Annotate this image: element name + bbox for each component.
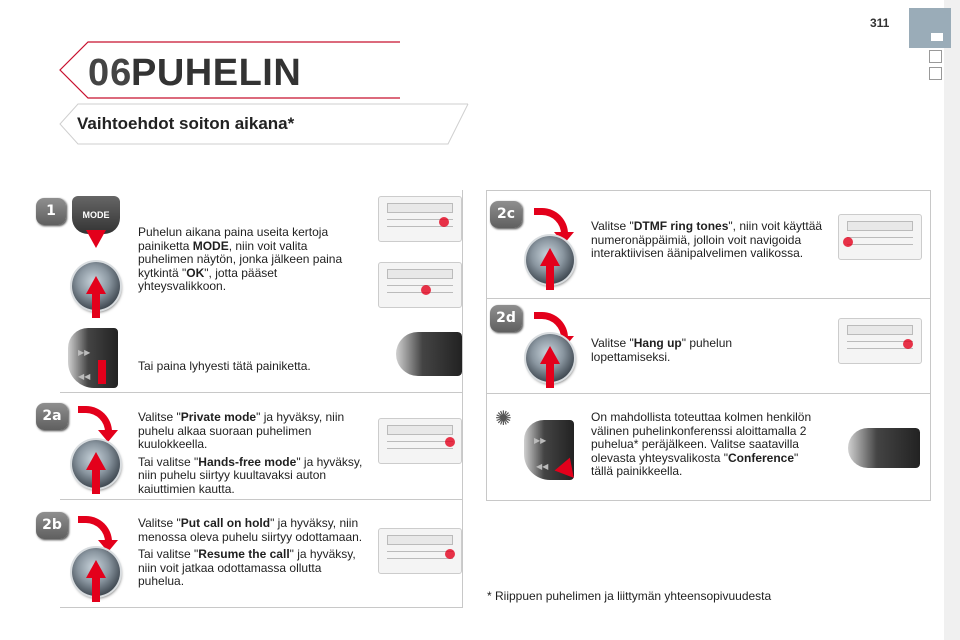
steering-stalk-icon (848, 428, 920, 468)
conference-text: On mahdollista toteuttaa kolmen henkilön välinen puhelinkonferenssi aloittamalla 2 puhelua* peräjälkeen. Valitse saatavilla olevasta yhteysvalikosta "Conference" tällä painikkeella. (591, 410, 812, 478)
steering-stalk-icon: ▶▶ ◀◀ (524, 420, 574, 480)
step-2d-text: Valitse "Hang up" puhelun lopettamiseksi. (591, 336, 733, 364)
divider-line (486, 190, 930, 191)
arrow-stem-icon (546, 264, 554, 290)
radio-panel-icon (378, 418, 462, 464)
step-badge: 2d (490, 305, 522, 332)
step-1-text: Puhelun aikana paina useita kertoja painiketta MODE, niin voit valita puhelimen näytön, jonka jälkeen paina kytkintä "OK", jotta pääset yhteysvalikkoon. (138, 225, 343, 293)
arrow-stem-icon (92, 468, 100, 494)
divider-line (486, 190, 487, 501)
page-number: 311 (870, 16, 890, 30)
arrow-down-icon (86, 230, 106, 248)
step-2c-text: Valitse "DTMF ring tones", niin voit käyttää numeronäppäimiä, jolloin voit navigoida interaktiivisen äänipalvelimen valikossa. (591, 219, 823, 260)
steering-stalk-icon (396, 332, 462, 376)
mode-button-icon: MODE (72, 196, 120, 234)
arrow-stem-icon (546, 362, 554, 388)
rotate-arrow-icon (78, 406, 112, 432)
page-edge-strip (944, 0, 960, 640)
step-2b-text: Valitse "Put call on hold" ja hyväksy, niin menossa oleva puhelu siirtyy odottamaan. Tai valitse "Resume the call" ja hyväksy, niin voit jatkaa odottamassa ollutta puhelua. (138, 516, 363, 588)
divider-line (60, 392, 462, 393)
steering-stalk-icon: ▶▶ ◀◀ (68, 328, 118, 388)
radio-panel-icon (378, 196, 462, 242)
step-2a-text: Valitse "Private mode" ja hyväksy, niin puhelu alkaa suoraan puhelimen kuulokkeella. Tai valitse "Hands-free mode" ja hyväksy, niin puhelu siirtyy kuultavaksi auton kaiuttimien kautta. (138, 410, 363, 496)
page-corner-tab (909, 8, 951, 48)
arrow-up-icon (86, 276, 106, 294)
divider-line (486, 500, 930, 501)
side-checkbox-2 (929, 67, 942, 80)
side-checkbox-1 (929, 50, 942, 63)
divider-line (930, 190, 931, 501)
arrow-stem-icon (92, 292, 100, 318)
step-badge: 2a (36, 403, 68, 430)
step-badge: 1 (36, 198, 66, 225)
light-sun-icon: ✺ (495, 408, 512, 430)
divider-line (462, 190, 463, 608)
footnote: * Riippuen puhelimen ja liittymän yhteensopivuudesta (487, 589, 772, 603)
arrow-stem-icon (92, 576, 100, 602)
divider-line (486, 298, 930, 299)
step-badge: 2c (490, 201, 522, 228)
rotate-arrow-icon (78, 516, 112, 542)
divider-line (486, 393, 930, 394)
step-1-alt-text: Tai paina lyhyesti tätä painiketta. (138, 359, 311, 373)
chapter-title: PUHELIN (131, 52, 302, 94)
radio-panel-icon (378, 528, 462, 574)
rotate-arrow-icon (534, 208, 568, 234)
chapter-number: 06 (88, 52, 133, 94)
arrow-stem-icon (98, 360, 106, 384)
step-badge: 2b (36, 512, 68, 539)
section-title: Vaihtoehdot soiton aikana* (77, 114, 295, 133)
radio-panel-icon (378, 262, 462, 308)
radio-panel-icon (838, 214, 922, 260)
radio-panel-icon (838, 318, 922, 364)
divider-line (60, 607, 462, 608)
